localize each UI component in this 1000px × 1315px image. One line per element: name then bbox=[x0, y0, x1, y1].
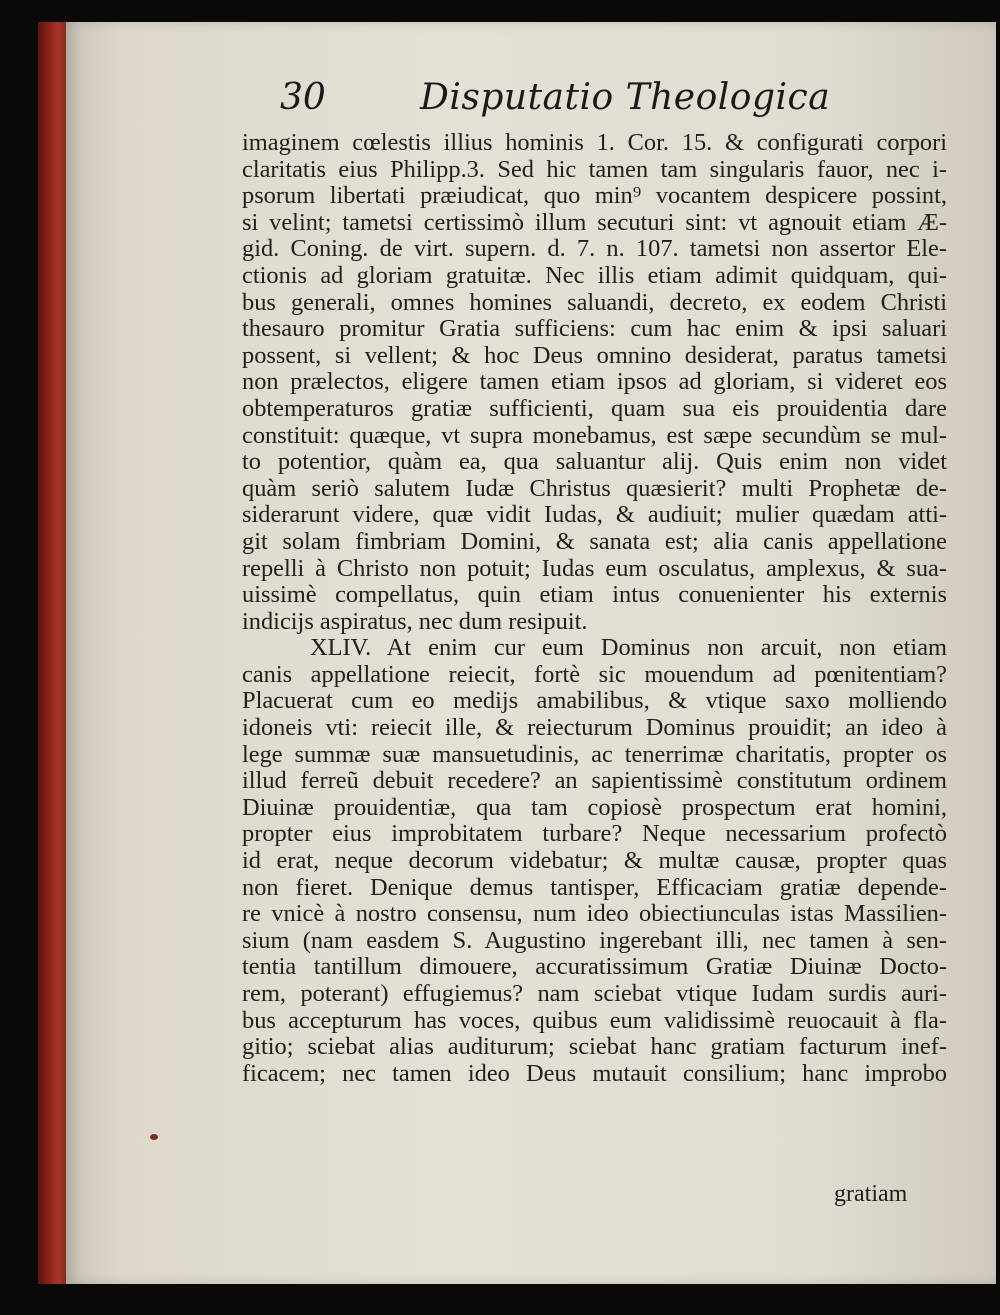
text-line: uissimè compellatus, quin etiam intus conuenienter his externis bbox=[242, 582, 947, 609]
text-line: canis appellatione reiecit, fortè sic mouendum ad pœnitentiam? bbox=[242, 661, 947, 688]
text-line: psorum libertati præiudicat, quo min⁹ vocantem despicere possint, bbox=[242, 183, 947, 210]
text-line: lege summæ suæ mansuetudinis, ac tenerrimæ charitatis, propter os bbox=[242, 741, 947, 768]
text-line: quàm seriò salutem Iudæ Christus quæsierit? multi Prophetæ de- bbox=[242, 475, 947, 502]
text-line: idoneis vti: reiecit ille, & reiecturum Dominus prouidit; an ideo à bbox=[242, 715, 947, 742]
text-line: ctionis ad gloriam gratuitæ. Nec illis etiam adimit quidquam, qui- bbox=[242, 262, 947, 289]
text-line: non fieret. Denique demus tantisper, Efficaciam gratiæ depende- bbox=[242, 874, 947, 901]
text-line: si velint; tametsi certissimò illum secuturi sint: vt agnouit etiam Æ- bbox=[242, 209, 947, 236]
text-line: obtemperaturos gratiæ sufficienti, quam sua eis prouidentia dare bbox=[242, 395, 947, 422]
text-line: git solam fimbriam Domini, & sanata est; alia canis appellatione bbox=[242, 528, 947, 555]
text-line: rem, poterant) effugiemus? nam sciebat vtique Iudam surdis auri- bbox=[242, 981, 947, 1007]
running-head: Disputatio Theologica bbox=[420, 77, 831, 118]
page-header bbox=[280, 76, 831, 128]
text-line: re vnicè à nostro consensu, num ideo obiectiunculas istas Massilien- bbox=[242, 901, 947, 928]
catchword: gratiam bbox=[834, 1181, 908, 1207]
text-line: Diuinæ prouidentiæ, qua tam copiosè prospectum erat homini, bbox=[242, 794, 947, 821]
text-line: constituit: quæque, vt supra monebamus, est sæpe secundùm se mul- bbox=[242, 422, 947, 449]
text-line: bus generali, omnes homines saluandi, decreto, ex eodem Christi bbox=[242, 289, 947, 316]
body-text bbox=[242, 130, 947, 1087]
text-line: repelli à Christo non potuit; Iudas eum osculatus, amplexus, & sua- bbox=[242, 555, 947, 582]
text-line: imaginem cœlestis illius hominis 1. Cor. 15. & configurati corpori bbox=[242, 130, 947, 156]
text-line: illud ferreũ debuit recedere? an sapientissimè constitutum ordinem bbox=[242, 768, 947, 795]
text-line: thesauro promitur Gratia sufficiens: cum hac enim & ipsi saluari bbox=[242, 316, 947, 343]
ink-spot bbox=[150, 1134, 158, 1140]
text-line: ficacem; nec tamen ideo Deus mutauit consilium; hanc improbo bbox=[242, 1060, 947, 1087]
section-start-line: XLIV. At enim cur eum Dominus non arcuit, non etiam bbox=[310, 635, 947, 662]
text-line: tentia tantillum dimouere, accuratissimum Gratiæ Diuinæ Docto- bbox=[242, 954, 947, 981]
text-line: non prælectos, eligere tamen etiam ipsos ad gloriam, si videret eos bbox=[242, 369, 947, 396]
text-line: Placuerat cum eo medijs amabilibus, & vtique saxo molliendo bbox=[242, 688, 947, 715]
text-line: gitio; sciebat alias auditurum; sciebat hanc gratiam facturum inef- bbox=[242, 1034, 947, 1061]
text-line: claritatis eius Philipp.3. Sed hic tamen tam singularis fauor, nec i- bbox=[242, 156, 947, 183]
text-line: id erat, neque decorum videbatur; & multæ causæ, propter quas bbox=[242, 848, 947, 875]
text-line: sium (nam easdem S. Augustino ingerebant illi, nec tamen à sen- bbox=[242, 927, 947, 954]
text-line: possent, si vellent; & hoc Deus omnino desiderat, paratus tametsi bbox=[242, 342, 947, 369]
text-line: siderarunt videre, quæ vidit Iudas, & audiuit; mulier quædam atti- bbox=[242, 502, 947, 529]
page-number: 30 bbox=[280, 77, 326, 118]
text-line: bus accepturum has voces, quibus eum validissimè reuocauit à fla- bbox=[242, 1007, 947, 1034]
text-line: to potentior, quàm ea, qua saluantur alij. Quis enim non videt bbox=[242, 449, 947, 476]
text-line: gid. Coning. de virt. supern. d. 7. n. 107. tametsi non assertor Ele- bbox=[242, 236, 947, 263]
text-line: propter eius improbitatem turbare? Neque necessarium profectò bbox=[242, 821, 947, 848]
paragraph-end-line: indicijs aspiratus, nec dum resipuit. bbox=[242, 608, 588, 635]
